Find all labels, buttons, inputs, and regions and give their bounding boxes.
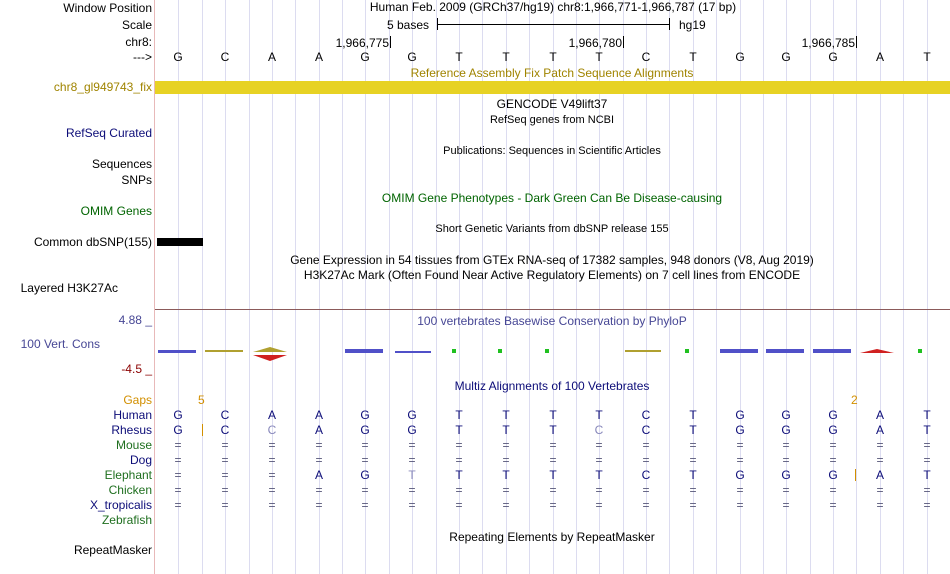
track-label-column bbox=[0, 0, 154, 574]
cons-bar bbox=[625, 350, 661, 352]
coord-tick bbox=[390, 36, 391, 48]
aligned-base: = bbox=[221, 453, 229, 467]
omim-track-label[interactable]: OMIM Genes bbox=[80, 204, 152, 218]
aligned-base: G bbox=[828, 468, 838, 482]
aligned-base: G bbox=[828, 423, 838, 437]
aligned-base: = bbox=[408, 483, 416, 497]
aligned-base: T bbox=[595, 468, 603, 482]
aligned-base: = bbox=[361, 453, 369, 467]
aligned-base: T bbox=[549, 408, 557, 422]
reference-base: G bbox=[781, 50, 791, 64]
aligned-base: = bbox=[782, 498, 790, 512]
gap-marker bbox=[202, 424, 203, 436]
aligned-base: = bbox=[736, 498, 744, 512]
track-display-area[interactable] bbox=[155, 0, 950, 574]
aligned-base: T bbox=[455, 423, 463, 437]
aligned-base: = bbox=[829, 453, 837, 467]
aligned-base: T bbox=[502, 423, 510, 437]
aligned-base: G bbox=[173, 408, 183, 422]
cons-bar bbox=[205, 350, 243, 352]
aligned-base: G bbox=[735, 423, 745, 437]
aligned-base: = bbox=[876, 453, 884, 467]
aligned-base: G bbox=[735, 468, 745, 482]
aligned-base: G bbox=[781, 408, 791, 422]
reference-base: A bbox=[314, 50, 323, 64]
aligned-base: C bbox=[267, 423, 277, 437]
dbsnp-track-label[interactable]: Common dbSNP(155) bbox=[33, 235, 152, 249]
omim-track-title: OMIM Gene Phenotypes - Dark Green Can Be Disease-causing bbox=[381, 191, 723, 205]
aligned-base: = bbox=[268, 453, 276, 467]
gap-marker bbox=[855, 469, 856, 481]
aligned-base: = bbox=[174, 468, 182, 482]
reference-base: G bbox=[407, 50, 417, 64]
aligned-base: = bbox=[221, 468, 229, 482]
coord-tick-label: 1,966,785 bbox=[801, 36, 855, 50]
aligned-base: G bbox=[781, 423, 791, 437]
refseq-track-label[interactable]: RefSeq Curated bbox=[65, 126, 152, 140]
reference-base: T bbox=[595, 50, 603, 64]
reference-base: G bbox=[173, 50, 183, 64]
scale-bar bbox=[437, 24, 670, 25]
aligned-base: = bbox=[268, 468, 276, 482]
cons-min-value: -4.5 _ bbox=[121, 362, 152, 376]
aligned-base: = bbox=[876, 438, 884, 452]
aligned-base: C bbox=[594, 423, 604, 437]
aligned-base: = bbox=[455, 438, 463, 452]
aligned-base: = bbox=[502, 438, 510, 452]
aligned-base: T bbox=[502, 468, 510, 482]
aligned-base: = bbox=[174, 483, 182, 497]
cons-track-top-line bbox=[155, 309, 950, 310]
gencode-track-title: GENCODE V49lift37 bbox=[496, 97, 608, 111]
aligned-base: G bbox=[735, 408, 745, 422]
aligned-base: T bbox=[923, 423, 931, 437]
aligned-base: = bbox=[736, 453, 744, 467]
reference-base: G bbox=[360, 50, 370, 64]
aligned-base: C bbox=[641, 468, 651, 482]
cons-bar bbox=[813, 349, 851, 353]
aligned-base: = bbox=[782, 438, 790, 452]
cons-bar bbox=[766, 349, 804, 353]
aligned-base: A bbox=[875, 423, 884, 437]
species-label[interactable]: Human bbox=[113, 408, 152, 422]
aligned-base: = bbox=[642, 483, 650, 497]
aligned-base: T bbox=[455, 408, 463, 422]
cons-max-value: 4.88 _ bbox=[118, 313, 152, 327]
coord-tick-label: 1,966,780 bbox=[568, 36, 622, 50]
aligned-base: = bbox=[876, 498, 884, 512]
refseq-track-title: RefSeq genes from NCBI bbox=[489, 114, 615, 126]
aligned-base: = bbox=[549, 483, 557, 497]
aligned-base: = bbox=[782, 453, 790, 467]
gtex-track-title: Gene Expression in 54 tissues from GTEx RNA-seq of 17382 samples, 948 donors (V8, Aug 2019) bbox=[290, 253, 814, 267]
strand-arrow-label: ---> bbox=[133, 50, 152, 64]
aligned-base: C bbox=[641, 408, 651, 422]
species-label[interactable]: Elephant bbox=[104, 468, 152, 482]
position-title: Human Feb. 2009 (GRCh37/hg19) chr8:1,966,771-1,966,787 (17 bp) bbox=[369, 0, 737, 14]
reference-base: C bbox=[641, 50, 651, 64]
reference-base: T bbox=[455, 50, 463, 64]
cons-track-label[interactable]: 100 Vert. Cons bbox=[20, 337, 100, 351]
scale-label: Scale bbox=[121, 18, 152, 32]
aligned-base: = bbox=[923, 453, 931, 467]
aligned-base: T bbox=[689, 468, 697, 482]
sequences-track-label[interactable]: Sequences bbox=[91, 157, 152, 171]
aligned-base: = bbox=[408, 438, 416, 452]
aligned-base: T bbox=[689, 423, 697, 437]
aligned-base: = bbox=[268, 498, 276, 512]
aligned-base: C bbox=[220, 408, 230, 422]
aligned-base: G bbox=[828, 408, 838, 422]
aligned-base: = bbox=[736, 483, 744, 497]
aligned-base: = bbox=[315, 498, 323, 512]
window-position-label: Window Position bbox=[63, 1, 152, 15]
aligned-base: = bbox=[502, 483, 510, 497]
cons-bar bbox=[345, 349, 383, 353]
species-label[interactable]: Chicken bbox=[108, 483, 152, 497]
aligned-base: = bbox=[174, 498, 182, 512]
reference-base: G bbox=[735, 50, 745, 64]
gap-count-right: 2 bbox=[851, 393, 858, 407]
aligned-base: G bbox=[360, 408, 370, 422]
aligned-base: = bbox=[736, 438, 744, 452]
aligned-base: = bbox=[315, 483, 323, 497]
aligned-base: = bbox=[455, 498, 463, 512]
aligned-base: T bbox=[408, 468, 416, 482]
aligned-base: A bbox=[314, 468, 323, 482]
aligned-base: G bbox=[407, 408, 417, 422]
h3k27ac-track-title: H3K27Ac Mark (Often Found Near Active Regulatory Elements) on 7 cell lines from ENCODE bbox=[303, 268, 801, 282]
aligned-base: G bbox=[173, 423, 183, 437]
coord-tick bbox=[623, 36, 624, 48]
aligned-base: = bbox=[595, 498, 603, 512]
aligned-base: = bbox=[689, 483, 697, 497]
reference-base: A bbox=[875, 50, 884, 64]
aligned-base: T bbox=[502, 408, 510, 422]
cons-track-title: 100 vertebrates Basewise Conservation by PhyloP bbox=[417, 314, 687, 328]
species-label[interactable]: Rhesus bbox=[111, 423, 152, 437]
aligned-base: G bbox=[360, 423, 370, 437]
gaps-label: Gaps bbox=[123, 393, 152, 407]
aligned-base: T bbox=[689, 408, 697, 422]
snps-track-label[interactable]: SNPs bbox=[121, 173, 152, 187]
scale-bar-left-tick bbox=[437, 18, 438, 30]
aligned-base: A bbox=[875, 468, 884, 482]
scale-bar-right-tick bbox=[669, 18, 670, 30]
aligned-base: = bbox=[595, 453, 603, 467]
fix-patch-track-title: Reference Assembly Fix Patch Sequence Alignments bbox=[410, 66, 694, 80]
aligned-base: = bbox=[502, 453, 510, 467]
aligned-base: T bbox=[595, 408, 603, 422]
cons-bar bbox=[253, 347, 287, 352]
aligned-base: = bbox=[221, 498, 229, 512]
cons-negative bbox=[253, 355, 287, 361]
cons-bar bbox=[918, 349, 922, 353]
species-label[interactable]: Zebrafish bbox=[101, 513, 152, 527]
aligned-base: = bbox=[174, 438, 182, 452]
aligned-base: = bbox=[923, 438, 931, 452]
cons-bar bbox=[545, 349, 549, 353]
aligned-base: = bbox=[642, 498, 650, 512]
aligned-base: = bbox=[221, 438, 229, 452]
reference-base: A bbox=[267, 50, 276, 64]
aligned-base: = bbox=[361, 498, 369, 512]
aligned-base: = bbox=[268, 438, 276, 452]
coord-tick bbox=[856, 36, 857, 48]
aligned-base: A bbox=[314, 408, 323, 422]
repeatmasker-track-title: Repeating Elements by RepeatMasker bbox=[449, 530, 655, 544]
aligned-base: T bbox=[549, 423, 557, 437]
species-label[interactable]: Mouse bbox=[115, 438, 152, 452]
aligned-base: A bbox=[875, 408, 884, 422]
aligned-base: = bbox=[829, 483, 837, 497]
aligned-base: = bbox=[455, 483, 463, 497]
aligned-base: = bbox=[642, 453, 650, 467]
aligned-base: = bbox=[829, 498, 837, 512]
reference-base: T bbox=[689, 50, 697, 64]
multiz-track-title: Multiz Alignments of 100 Vertebrates bbox=[454, 379, 650, 393]
aligned-base: G bbox=[360, 468, 370, 482]
dbsnp-track-title: Short Genetic Variants from dbSNP release 155 bbox=[435, 223, 669, 235]
aligned-base: A bbox=[267, 408, 276, 422]
aligned-base: = bbox=[455, 453, 463, 467]
aligned-base: = bbox=[595, 483, 603, 497]
publications-track-title: Publications: Sequences in Scientific Articles bbox=[443, 145, 661, 157]
aligned-base: = bbox=[595, 438, 603, 452]
aligned-base: = bbox=[689, 498, 697, 512]
aligned-base: = bbox=[174, 453, 182, 467]
cons-wiggle-plot bbox=[155, 343, 950, 365]
scale-assembly: hg19 bbox=[679, 18, 706, 32]
reference-base: T bbox=[549, 50, 557, 64]
species-label[interactable]: X_tropicalis bbox=[89, 498, 152, 512]
aligned-base: = bbox=[221, 483, 229, 497]
aligned-base: C bbox=[641, 423, 651, 437]
aligned-base: = bbox=[361, 438, 369, 452]
aligned-base: = bbox=[408, 498, 416, 512]
aligned-base: = bbox=[502, 498, 510, 512]
dbsnp-variant-bar[interactable] bbox=[157, 238, 203, 246]
species-label[interactable]: Dog bbox=[129, 453, 152, 467]
cons-bar bbox=[395, 351, 431, 353]
fix-patch-track-label[interactable]: chr8_gl949743_fix bbox=[53, 80, 152, 94]
aligned-base: = bbox=[315, 438, 323, 452]
aligned-base: = bbox=[549, 453, 557, 467]
aligned-base: = bbox=[782, 483, 790, 497]
repeatmasker-track-label[interactable]: RepeatMasker bbox=[73, 543, 152, 557]
reference-base: C bbox=[220, 50, 230, 64]
scale-bases-text: 5 bases bbox=[387, 18, 430, 32]
reference-base: T bbox=[923, 50, 931, 64]
cons-bar bbox=[158, 350, 196, 353]
aligned-base: C bbox=[220, 423, 230, 437]
reference-base: T bbox=[502, 50, 510, 64]
reference-base: G bbox=[828, 50, 838, 64]
aligned-base: = bbox=[689, 438, 697, 452]
aligned-base: = bbox=[923, 483, 931, 497]
aligned-base: T bbox=[923, 408, 931, 422]
cons-bar bbox=[452, 349, 456, 353]
aligned-base: = bbox=[361, 483, 369, 497]
aligned-base: A bbox=[314, 423, 323, 437]
aligned-base: T bbox=[549, 468, 557, 482]
aligned-base: = bbox=[642, 438, 650, 452]
cons-bar bbox=[720, 349, 758, 353]
aligned-base: = bbox=[549, 438, 557, 452]
coord-tick-label: 1,966,775 bbox=[335, 36, 389, 50]
aligned-base: = bbox=[876, 483, 884, 497]
h3k27ac-track-label[interactable]: Layered H3K27Ac bbox=[20, 281, 118, 295]
chrom-label: chr8: bbox=[125, 35, 152, 49]
aligned-base: = bbox=[268, 483, 276, 497]
aligned-base: G bbox=[407, 423, 417, 437]
cons-bar bbox=[685, 349, 689, 353]
aligned-base: G bbox=[781, 468, 791, 482]
aligned-base: T bbox=[923, 468, 931, 482]
fix-patch-alignment-bar[interactable] bbox=[155, 81, 950, 94]
aligned-base: = bbox=[689, 453, 697, 467]
aligned-base: = bbox=[829, 438, 837, 452]
gap-count-left: 5 bbox=[198, 393, 205, 407]
aligned-base: = bbox=[408, 453, 416, 467]
aligned-base: = bbox=[549, 498, 557, 512]
aligned-base: = bbox=[315, 453, 323, 467]
cons-bar bbox=[498, 349, 502, 353]
aligned-base: = bbox=[923, 498, 931, 512]
aligned-base: T bbox=[455, 468, 463, 482]
cons-negative bbox=[860, 349, 894, 353]
